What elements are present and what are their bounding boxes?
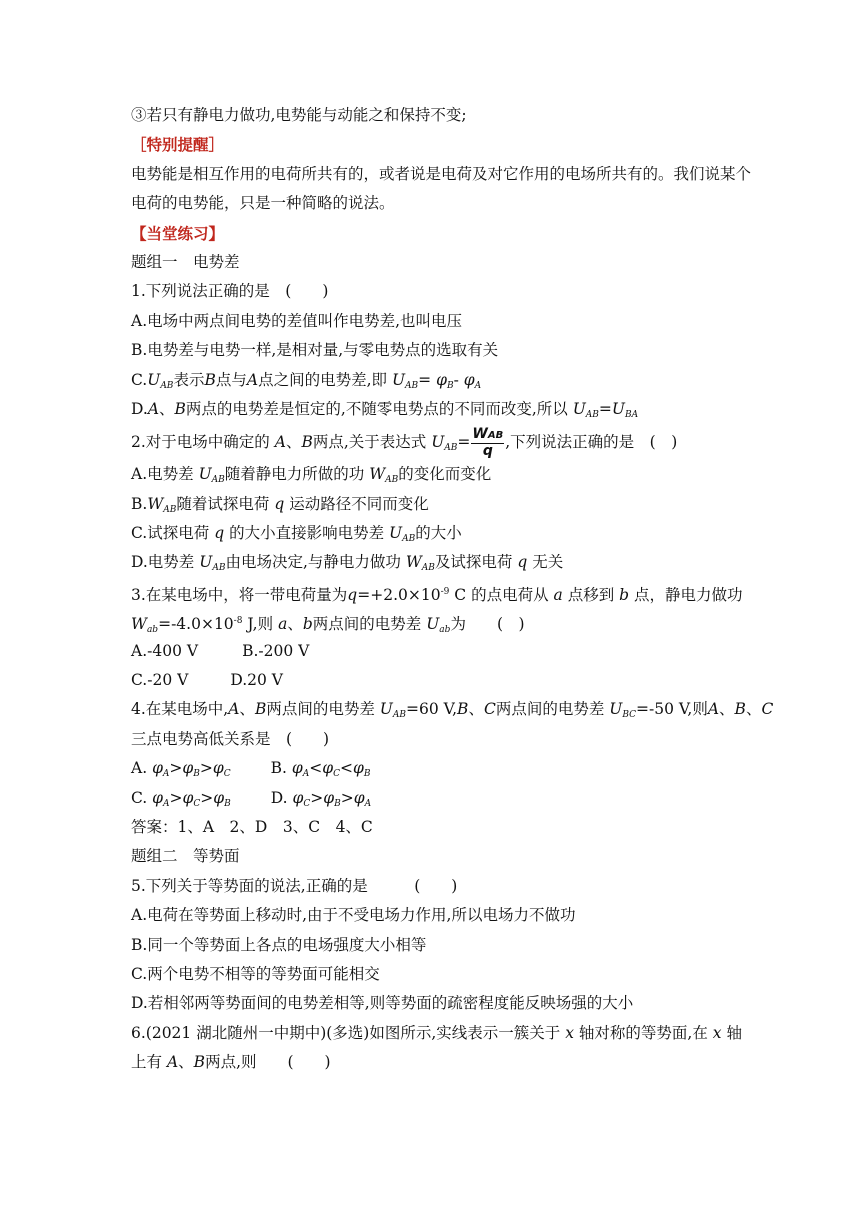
options-3ab — [131, 637, 741, 666]
text: 上有 — [131, 1053, 163, 1072]
subscript: B — [224, 798, 231, 809]
paragraph-text: 电荷的电势能，只是一种简略的说法。 — [131, 194, 395, 213]
paragraph-text: 电势能是相互作用的电荷所共有的，或者说是电荷及对它作用的电场所共有的。我们说某个 — [131, 164, 752, 183]
subscript: A — [302, 769, 310, 780]
text: = — [598, 399, 612, 418]
subscript: A — [474, 380, 482, 391]
text: 无关 — [532, 553, 564, 572]
subscript: AB — [385, 475, 399, 486]
symbol: φ — [463, 370, 475, 389]
question-1 — [131, 277, 741, 306]
symbol: A — [147, 399, 160, 418]
symbol: q — [517, 553, 528, 572]
symbol: W — [472, 426, 488, 443]
symbol: U — [198, 465, 212, 484]
option-label: D. — [131, 399, 148, 418]
text: 两点的电势差是恒定的,不随零电势点的不同而改变,所以 — [185, 399, 568, 418]
symbol: φ — [436, 370, 447, 389]
practice-heading — [131, 219, 741, 248]
symbol: x — [712, 1023, 722, 1042]
text: 点，静电力做功 — [634, 585, 743, 604]
symbol: B — [254, 700, 267, 719]
answer-key — [131, 813, 741, 842]
text: =60 V, — [405, 700, 458, 719]
question-3-line-2 — [131, 607, 741, 636]
group-title — [131, 248, 741, 277]
symbol: U — [147, 370, 161, 389]
subscript: B — [446, 380, 454, 391]
symbol: q — [274, 494, 285, 513]
question-text: 6.(2021 湖北随州一中期中)(多选)如图所示,实线表示一簇关于 — [131, 1023, 561, 1042]
option-1b — [131, 336, 741, 365]
text: 两点间的电势差 — [312, 615, 422, 634]
text: =+2.0×10 — [357, 585, 441, 604]
symbol: a — [278, 615, 288, 634]
option-text: D.电势差 — [131, 553, 195, 572]
text: =-4.0×10 — [158, 615, 234, 634]
subscript: C — [303, 798, 311, 809]
text: > — [199, 759, 213, 778]
question-4 — [131, 695, 774, 724]
symbol: U — [391, 370, 406, 389]
text: - — [453, 370, 459, 389]
text-line — [131, 160, 752, 189]
subscript: AB — [487, 430, 504, 442]
symbol: A — [274, 433, 286, 452]
subscript: BA — [625, 409, 639, 420]
subscript: A — [364, 798, 372, 809]
option-text: A.电势差 — [131, 465, 194, 484]
question-text: 2.对于电场中确定的 — [131, 433, 270, 452]
option-label: B. — [270, 759, 287, 778]
text: 、 — [285, 433, 302, 452]
option-2d — [131, 548, 741, 577]
text: 、 — [239, 700, 255, 719]
text: 的大小 — [415, 524, 462, 543]
text: 、 — [719, 700, 735, 719]
symbol: A — [166, 1053, 179, 1072]
symbol: W — [369, 465, 386, 484]
symbol: a — [553, 585, 563, 604]
symbol: U — [199, 553, 213, 572]
symbol: q — [214, 524, 225, 543]
text: 点与 — [215, 370, 247, 389]
option-2c — [131, 519, 741, 548]
options-4cd — [131, 784, 741, 813]
text: < — [340, 759, 354, 778]
fraction — [471, 427, 504, 459]
subscript: B — [334, 798, 341, 809]
question-6-line-2 — [131, 1048, 741, 1077]
text: 表示 — [173, 370, 205, 389]
symbol: φ — [182, 759, 194, 778]
option-5d — [131, 989, 741, 1018]
text: 点移到 — [567, 585, 615, 604]
fraction-denominator: q — [482, 443, 493, 460]
text: 为 ( ) — [450, 615, 525, 634]
text: 的大小直接影响电势差 — [229, 524, 385, 543]
subscript: C — [223, 769, 231, 780]
question-5 — [131, 872, 741, 901]
option-1d — [131, 395, 741, 424]
question-2 — [131, 424, 741, 460]
text: 两点间的电势差 — [266, 700, 375, 719]
symbol: b — [619, 585, 630, 604]
symbol: C — [483, 700, 496, 719]
text: 、 — [178, 1053, 194, 1072]
subscript: ab — [146, 625, 159, 636]
symbol: U — [379, 700, 393, 719]
option-5a — [131, 901, 741, 930]
symbol: B — [457, 700, 469, 719]
group-title-text: 题组二 等势面 — [131, 847, 240, 866]
subscript: C — [333, 769, 341, 780]
special-note-heading — [131, 130, 741, 159]
subscript: B — [193, 769, 200, 780]
symbol: φ — [323, 788, 335, 807]
option-label: C. — [131, 370, 148, 389]
options-3cd — [131, 666, 741, 695]
subscript: B — [363, 769, 371, 780]
text: 运动路径不同而变化 — [289, 494, 429, 513]
symbol: U — [572, 399, 586, 418]
symbol: B — [174, 399, 186, 418]
text: 的变化而变化 — [398, 465, 492, 484]
symbol: U — [426, 615, 440, 634]
symbol: A — [228, 700, 240, 719]
symbol: A — [246, 370, 259, 389]
symbol: B — [204, 370, 216, 389]
text: 轴对称的等势面,在 — [578, 1023, 708, 1042]
option-text: A.电荷在等势面上移动时,由于不受电场力作用,所以电场力不做功 — [131, 906, 576, 925]
symbol: x — [565, 1023, 574, 1042]
text: ,下列说法正确的是 ( ) — [505, 433, 678, 452]
text: 、 — [468, 700, 484, 719]
text: = — [457, 433, 471, 452]
symbol: φ — [152, 759, 163, 778]
fraction-numerator — [471, 427, 504, 444]
symbol: b — [302, 615, 313, 634]
text: C 的点电荷从 — [449, 585, 549, 604]
symbol: φ — [292, 788, 304, 807]
subscript: AB — [163, 504, 177, 515]
option-5b — [131, 931, 741, 960]
text: < — [309, 759, 323, 778]
symbol: q — [347, 585, 358, 604]
symbol: φ — [182, 788, 194, 807]
option-5c — [131, 960, 741, 989]
symbol: C — [761, 700, 774, 719]
symbol: U — [431, 433, 445, 452]
text: 轴 — [726, 1023, 742, 1042]
subscript: BC — [622, 710, 637, 721]
group-title — [131, 842, 741, 871]
text: 两点,则 ( ) — [205, 1053, 331, 1072]
question-6 — [131, 1019, 741, 1048]
option-text: C.试探电荷 — [131, 524, 210, 543]
symbol: U — [389, 524, 403, 543]
option-text: B.同一个等势面上各点的电场强度大小相等 — [131, 935, 427, 954]
option-label: A. — [131, 759, 148, 778]
text: 、 — [159, 399, 175, 418]
subscript: AB — [444, 443, 458, 454]
text-line — [131, 101, 741, 130]
text: J,则 — [242, 615, 274, 634]
symbol: W — [405, 553, 422, 572]
text: 随着静电力所做的功 — [224, 465, 365, 484]
symbol: B — [734, 700, 746, 719]
symbol: W — [131, 615, 147, 634]
subscript: AB — [211, 475, 225, 486]
text: > — [340, 788, 354, 807]
symbol: φ — [291, 759, 303, 778]
superscript: -8 — [233, 616, 243, 627]
text: = — [418, 370, 432, 389]
text: 两点,关于表达式 — [312, 433, 427, 452]
option-label: D. — [270, 788, 288, 807]
options-4ab — [131, 754, 741, 783]
text: 由电场决定,与静电力做功 — [225, 553, 401, 572]
option-label: B. — [131, 494, 148, 513]
text: > — [169, 759, 183, 778]
question-text: 3.在某电场中，将一带电荷量为 — [131, 585, 348, 604]
option-text: B.电势差与电势一样,是相对量,与零电势点的选取有关 — [131, 341, 499, 360]
option-text: D.20 V — [230, 671, 283, 690]
group-title-text: 题组一 电势差 — [131, 252, 240, 271]
paragraph-text: ③若只有静电力做功,电势能与动能之和保持不变; — [131, 106, 467, 124]
subscript: A — [162, 769, 170, 780]
option-1c — [131, 366, 741, 395]
subscript: AB — [392, 710, 406, 721]
option-1a — [131, 307, 741, 336]
question-4-line-2 — [131, 725, 741, 754]
option-2b — [131, 490, 741, 519]
text: 、 — [745, 700, 762, 719]
option-text: A.-400 V — [131, 641, 199, 660]
symbol: φ — [213, 788, 225, 807]
subscript: ab — [439, 625, 451, 636]
option-2a — [131, 460, 741, 489]
question-text: 1.下列说法正确的是 ( ) — [131, 282, 329, 301]
question-text: 5.下列关于等势面的说法,正确的是 ( ) — [131, 876, 458, 895]
subscript: AB — [585, 409, 599, 420]
symbol: φ — [322, 759, 334, 778]
text: > — [169, 788, 183, 807]
symbol: φ — [353, 759, 364, 778]
subscript: AB — [212, 563, 226, 574]
symbol: φ — [353, 788, 365, 807]
subscript: C — [193, 798, 201, 809]
symbol: φ — [152, 788, 164, 807]
subscript: AB — [402, 534, 416, 545]
superscript: -9 — [440, 586, 450, 597]
question-3 — [131, 578, 741, 607]
symbol: B — [193, 1053, 206, 1072]
text: 、 — [287, 615, 303, 634]
option-text: B.-200 V — [242, 641, 310, 660]
text: > — [200, 788, 214, 807]
option-text: A.电场中两点间电势的差值叫作电势差,也叫电压 — [131, 311, 463, 330]
text: 两点间的电势差 — [495, 700, 605, 719]
option-text: C.两个电势不相等的等势面可能相交 — [131, 964, 380, 983]
answer-text: 答案：1、A 2、D 3、C 4、C — [131, 817, 373, 836]
option-label: C. — [131, 788, 148, 807]
option-text: D.若相邻两等势面间的电势差相等,则等势面的疏密程度能反映场强的大小 — [131, 994, 634, 1013]
subscript: AB — [421, 563, 435, 574]
heading-text: ［特别提醒］ — [131, 135, 225, 155]
text: 及试探电荷 — [434, 553, 513, 572]
subscript: AB — [160, 380, 174, 391]
option-text: C.-20 V — [131, 671, 189, 690]
question-text: 三点电势高低关系是 ( ) — [131, 729, 330, 748]
symbol: W — [147, 494, 164, 513]
symbol: U — [609, 700, 623, 719]
symbol: B — [301, 433, 313, 452]
text: > — [310, 788, 324, 807]
text: 随着试探电荷 — [176, 494, 270, 513]
symbol: U — [611, 399, 625, 418]
question-text: 4.在某电场中, — [131, 700, 229, 719]
heading-text: 【当堂练习】 — [131, 223, 225, 243]
subscript: AB — [405, 380, 419, 391]
document-content — [131, 101, 774, 1078]
subscript: A — [163, 798, 170, 809]
symbol: A — [707, 700, 720, 719]
symbol: φ — [212, 759, 224, 778]
text: =-50 V,则 — [636, 700, 708, 719]
text-line — [131, 189, 741, 218]
text: 点之间的电势差,即 — [258, 370, 387, 389]
